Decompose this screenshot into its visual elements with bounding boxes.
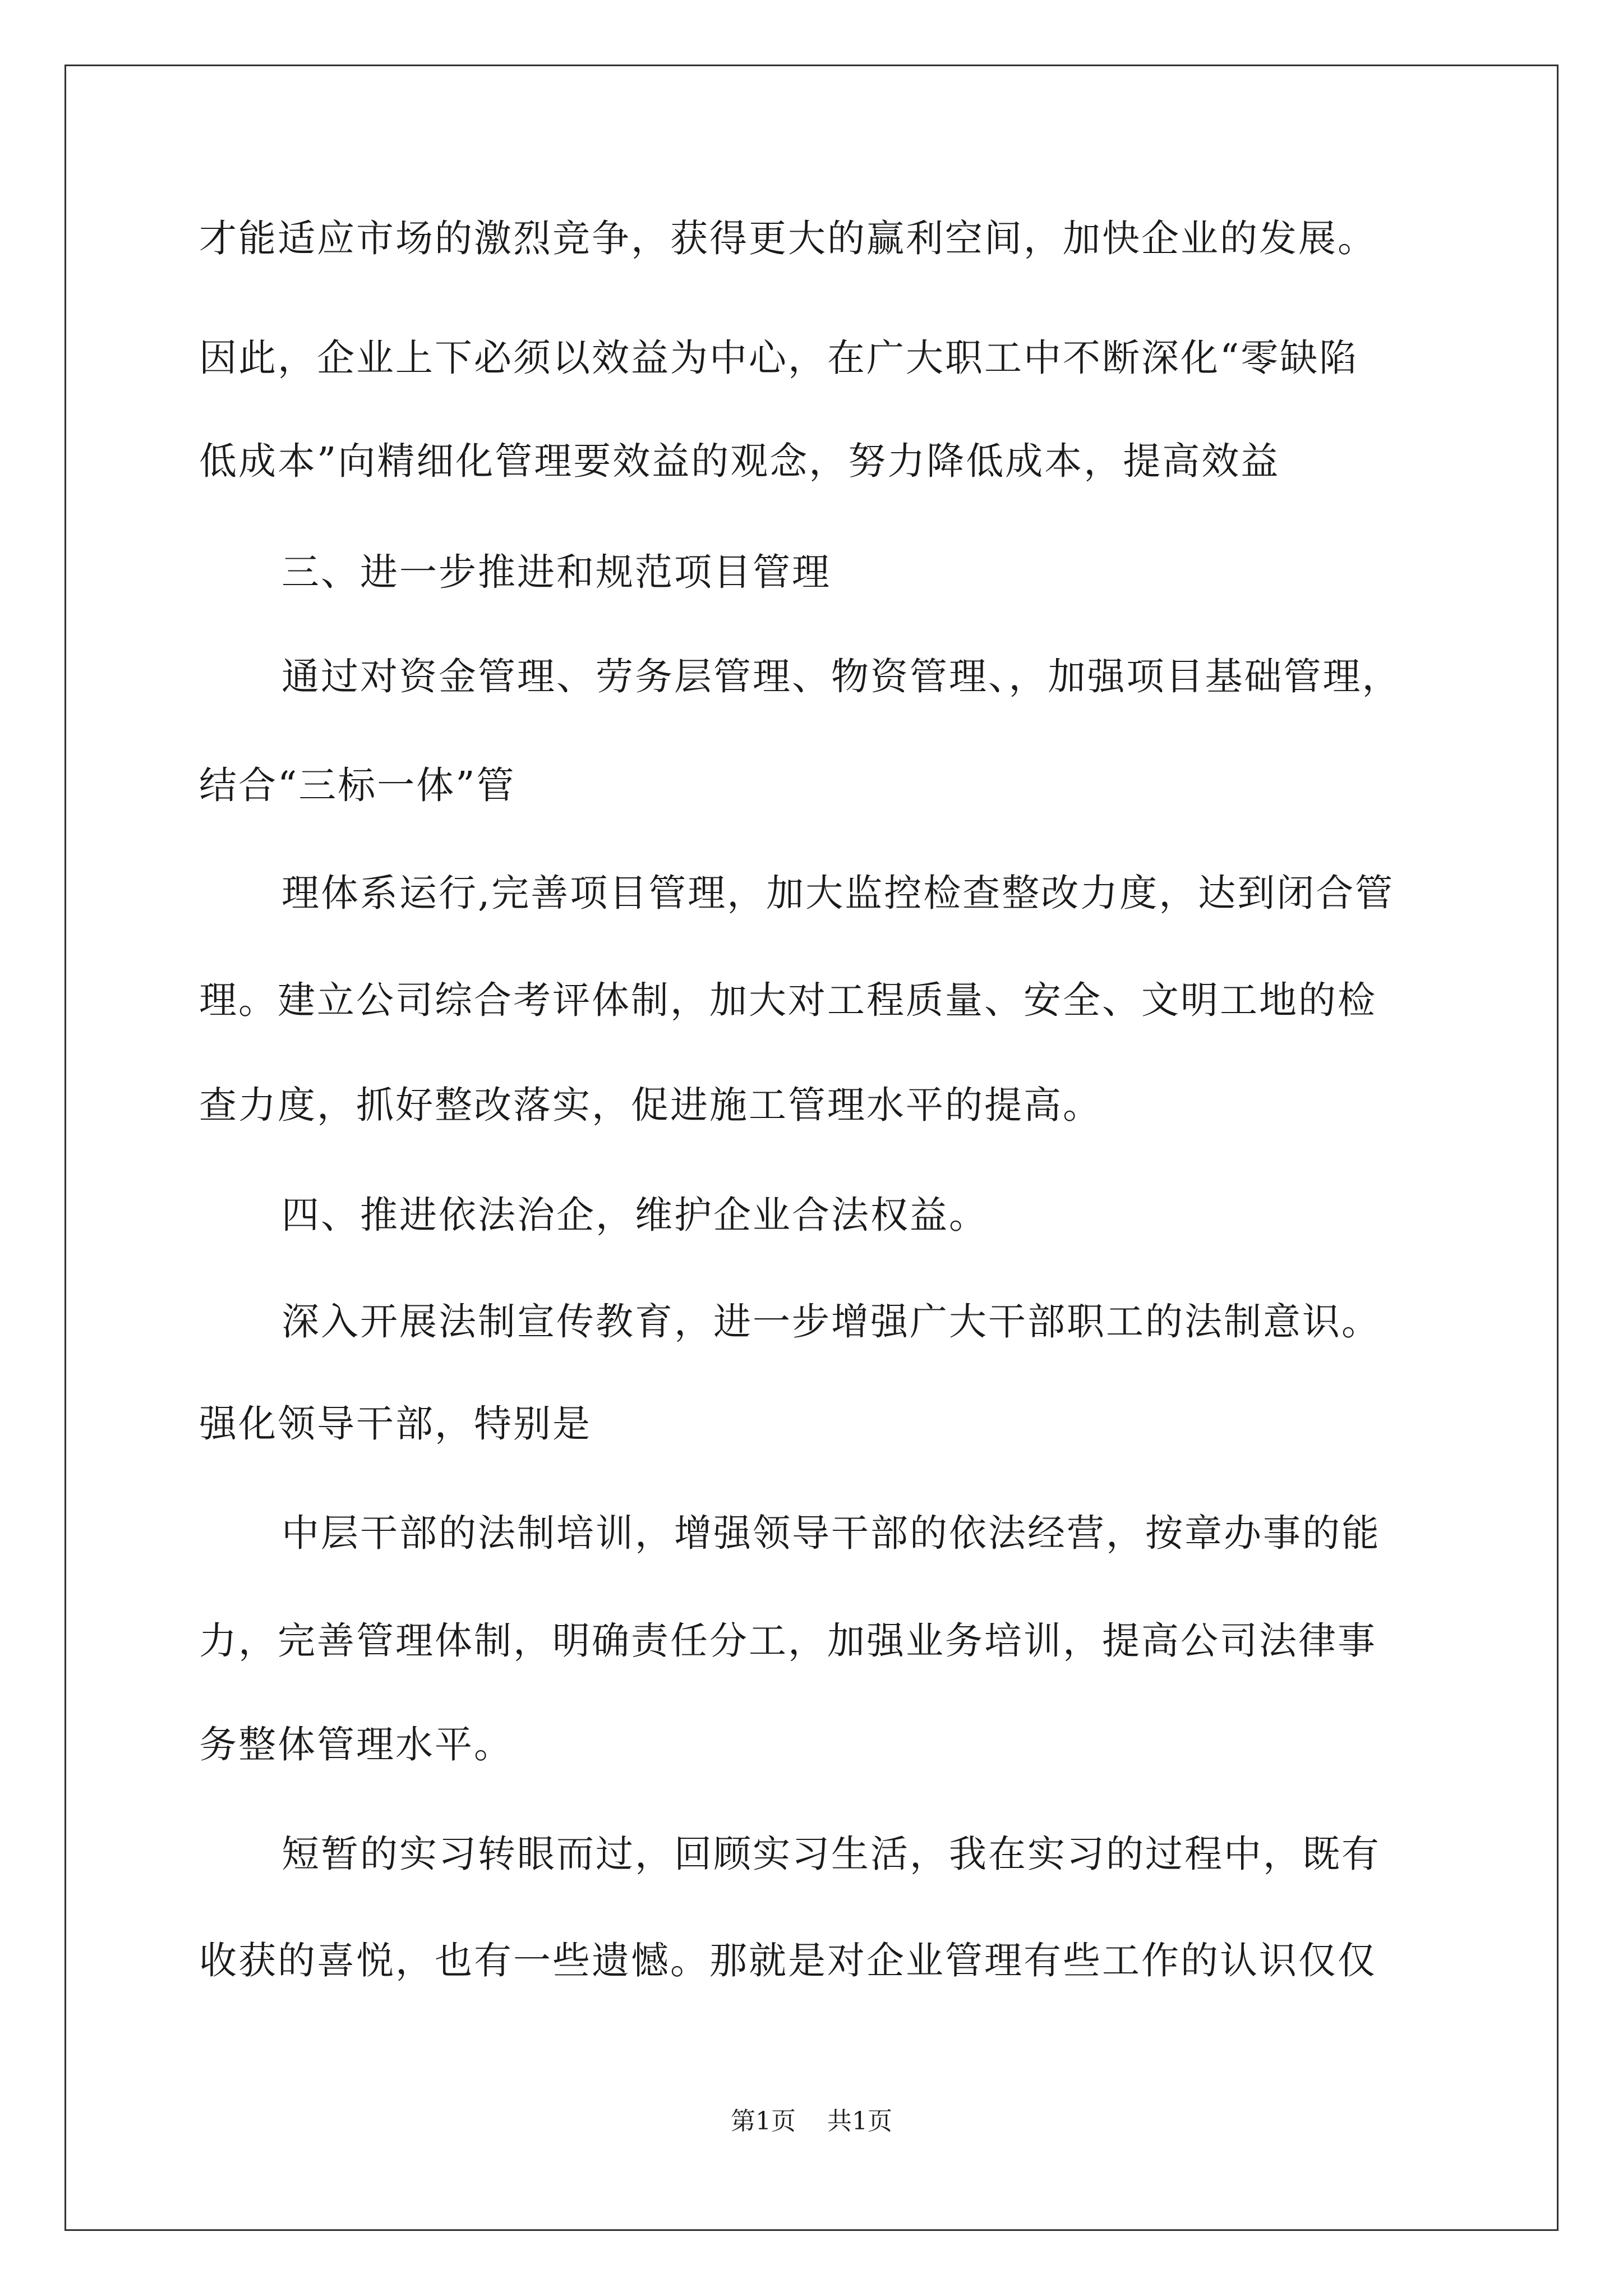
text-line: 结合“三标一体”管 <box>199 763 516 807</box>
text-line: 通过对资金管理、劳务层管理、物资管理、，加强项目基础管理， <box>282 655 1401 698</box>
text-line: 力，完善管理体制，明确责任分工，加强业务培训，提高公司法律事 <box>199 1619 1377 1663</box>
text-line: 低成本”向精细化管理要效益的观念，努力降低成本，提高效益 <box>199 439 1280 483</box>
page-number: 第1页 共1页 <box>731 2107 892 2136</box>
text-line: 因此，企业上下必须以效益为中心，在广大职工中不断深化“零缺陷 <box>199 336 1359 380</box>
text-line: 短暂的实习转眼而过，回顾实习生活，我在实习的过程中，既有 <box>282 1832 1381 1876</box>
section-heading: 三、进一步推进和规范项目管理 <box>282 550 831 594</box>
text-line: 务整体管理水平。 <box>199 1723 513 1766</box>
text-line: 理体系运行,完善项目管理，加大监控检查整改力度，达到闭合管 <box>282 871 1395 915</box>
text-line: 强化领导干部，特别是 <box>199 1402 592 1446</box>
text-line: 查力度，抓好整改落实，促进施工管理水平的提高。 <box>199 1083 1102 1127</box>
text-line: 深入开展法制宣传教育，进一步增强广大干部职工的法制意识。 <box>282 1300 1381 1343</box>
text-line: 才能适应市场的激烈竞争，获得更大的赢利空间，加快企业的发展。 <box>199 217 1377 260</box>
text-line: 理。建立公司综合考评体制，加大对工程质量、安全、文明工地的检 <box>199 978 1377 1022</box>
text-line: 中层干部的法制培训，增强领导干部的依法经营，按章办事的能 <box>282 1511 1381 1555</box>
text-line: 收获的喜悦，也有一些遗憾。那就是对企业管理有些工作的认识仅仅 <box>199 1939 1377 1982</box>
page-border <box>64 65 1559 2231</box>
section-heading: 四、推进依法治企，维护企业合法权益。 <box>282 1193 988 1237</box>
